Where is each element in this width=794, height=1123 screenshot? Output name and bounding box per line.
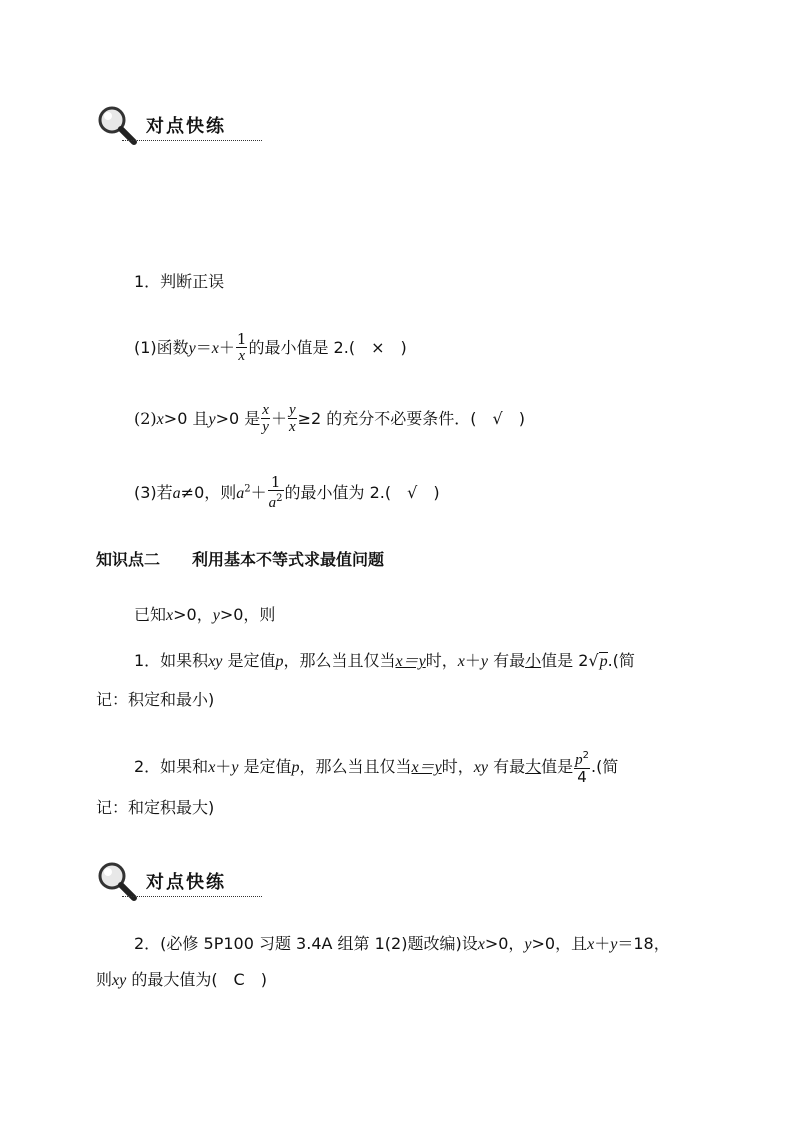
fraction: $\frac{x}{y}$ [262,402,269,435]
question-1-item-3: (3)若a≠0，则$a^2+$ $\frac{1}{a^2}$ 的最小值为 2.( √ ) [134,473,440,511]
question-2-continued: 则xy 的最大值为( C ) [96,970,267,989]
dotted-divider [122,896,262,897]
item-prefix: (1)函数 [134,338,189,357]
sqrt-symbol: √ [588,651,599,670]
fraction: $\frac{y}{x}$ [288,402,296,435]
fraction: $\frac{1}{a^2}$ [268,473,283,511]
section-header-practice-2 [96,860,266,904]
knowledge-point-2-continued: 记：和定积最大) [96,798,215,817]
item-suffix: 的最小值是 2.( × ) [248,338,407,357]
fraction: $\frac{1}{x}$ [236,330,247,364]
dotted-divider [122,140,262,141]
magnifier-icon [96,860,140,904]
fraction: $\frac{p^2}{4}$ [575,750,589,786]
knowledge-point-1: 1．如果积xy 是定值p，那么当且仅当x＝y时，x＋y 有最小值是 2√p.(简 [134,651,635,670]
knowledge-point-2: 2．如果和x＋y 是定值p，那么当且仅当x＝y时，xy 有最大值是 $\frac{p^2}{4}$ .(简 [134,750,619,786]
fill-blank: 小 [525,651,542,670]
section-header-label: 对点快练 [146,116,226,137]
question-1-title: 1．判断正误 [134,272,225,291]
section-header-label: 对点快练 [146,872,226,893]
question-2: 2．(必修 5P100 习题 3.4A 组第 1(2)题改编)设x>0，y>0，且x＋y＝18， [134,934,670,953]
knowledge-point-1-continued: 记：积定和最小) [96,690,215,709]
question-1-item-2: (2)x>0 且y>0 是 $\frac{x}{y}$ ＋ $\frac{y}{x}$ ≥2 的充分不必要条件．( √ ) [134,402,525,435]
fill-blank: x＝y [411,759,442,776]
fill-blank: x＝y [395,653,426,670]
fill-blank: 大 [525,757,542,776]
magnifier-icon [96,104,140,148]
section-title: 知识点二 利用基本不等式求最值问题 [96,550,385,569]
question-1-item-1: (1)函数y＝x＋ $\frac{1}{x}$ 的最小值是 2.( × ) [134,330,407,364]
given-conditions: 已知x>0，y>0，则 [134,605,276,624]
section-header-practice-1 [96,104,266,148]
